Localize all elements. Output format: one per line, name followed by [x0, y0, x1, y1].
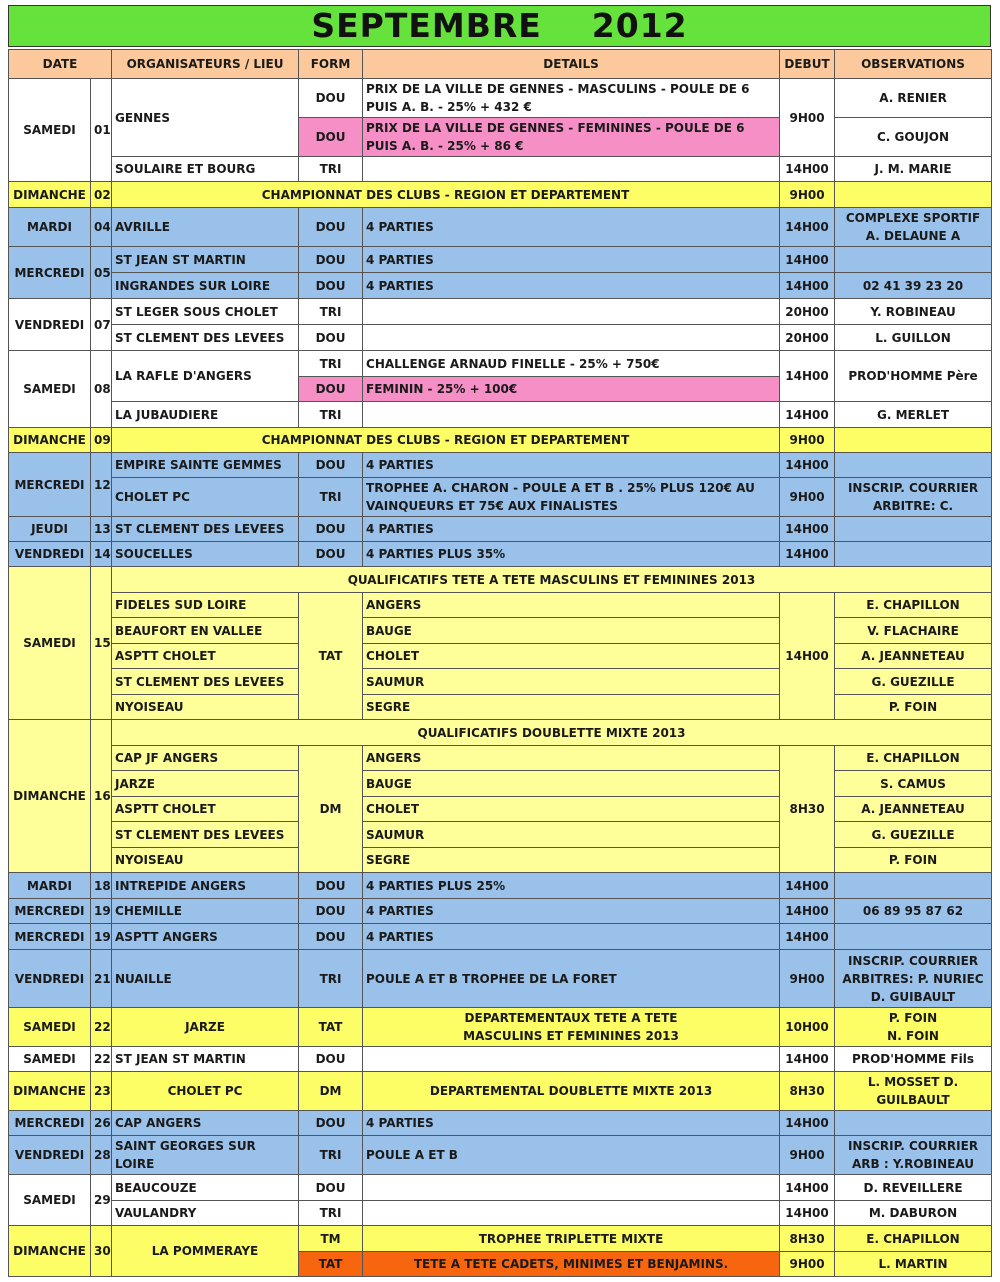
table-row	[9, 402, 992, 428]
day-cell: MERCREDI	[9, 1111, 91, 1136]
org-cell: ASPTT CHOLET	[112, 797, 299, 822]
form-cell: DOU	[299, 453, 363, 478]
day-cell: VENDREDI	[9, 950, 91, 1008]
day-cell: MERCREDI	[9, 924, 91, 950]
org-cell: GENNES	[112, 79, 299, 157]
details-cell	[363, 325, 780, 351]
obs-cell: P. FOIN N. FOIN	[835, 1008, 992, 1047]
debut-cell: 14H00	[780, 157, 835, 182]
table-row	[9, 79, 992, 118]
day-cell: VENDREDI	[9, 542, 91, 567]
debut-cell: 8H30	[780, 746, 835, 873]
debut-cell: 9H00	[780, 1252, 835, 1277]
form-cell: TRI	[299, 351, 363, 377]
form-cell: DOU	[299, 1111, 363, 1136]
obs-cell: INSCRIP. COURRIER ARBITRES: P. NURIEC D. GUIBAULT	[835, 950, 992, 1008]
details-cell: 4 PARTIES	[363, 453, 780, 478]
day-cell: DIMANCHE	[9, 182, 91, 208]
debut-cell: 14H00	[780, 402, 835, 428]
obs-cell: M. DABURON	[835, 1201, 992, 1226]
obs-cell: G. GUEZILLE	[835, 822, 992, 848]
form-cell: DOU	[299, 542, 363, 567]
debut-cell: 14H00	[780, 1047, 835, 1072]
obs-cell: PROD'HOMME Père	[835, 351, 992, 402]
debut-cell: 8H30	[780, 1226, 835, 1252]
table-row	[9, 1111, 992, 1136]
obs-cell: PROD'HOMME Fils	[835, 1047, 992, 1072]
details-cell: DEPARTEMENTAL DOUBLETTE MIXTE 2013	[363, 1072, 780, 1111]
obs-cell: P. FOIN	[835, 848, 992, 873]
org-cell: LA JUBAUDIERE	[112, 402, 299, 428]
header-debut: DEBUT	[780, 50, 835, 79]
details-cell: TROPHEE A. CHARON - POULE A ET B . 25% PLUS 120€ AU VAINQUEURS ET 75€ AUX FINALISTES	[363, 478, 780, 517]
table-row	[9, 746, 992, 771]
form-cell: DOU	[299, 1175, 363, 1201]
table-row	[9, 517, 992, 542]
day-cell: MERCREDI	[9, 453, 91, 517]
obs-cell: L. GUILLON	[835, 325, 992, 351]
org-cell: NYOISEAU	[112, 695, 299, 720]
details-cell: 4 PARTIES	[363, 273, 780, 299]
table-row	[9, 157, 992, 182]
day-number: 16	[91, 720, 112, 873]
day-cell: SAMEDI	[9, 351, 91, 428]
org-cell: CHOLET PC	[112, 1072, 299, 1111]
details-cell	[363, 1201, 780, 1226]
details-cell: TETE A TETE CADETS, MINIMES ET BENJAMINS.	[363, 1252, 780, 1277]
day-number: 22	[91, 1047, 112, 1072]
org-cell: ST CLEMENT DES LEVEES	[112, 822, 299, 848]
details-cell: FEMININ - 25% + 100€	[363, 377, 780, 402]
obs-cell	[835, 453, 992, 478]
details-cell	[363, 402, 780, 428]
day-number: 09	[91, 428, 112, 453]
day-cell: DIMANCHE	[9, 428, 91, 453]
org-cell: JARZE	[112, 1008, 299, 1047]
form-cell: TRI	[299, 1136, 363, 1175]
header-row	[9, 50, 992, 79]
obs-cell: J. M. MARIE	[835, 157, 992, 182]
org-cell: CHEMILLE	[112, 899, 299, 924]
table-row	[9, 351, 992, 377]
form-cell: DOU	[299, 247, 363, 273]
details-cell: SAUMUR	[363, 822, 780, 848]
table-row	[9, 182, 992, 208]
form-cell: TRI	[299, 478, 363, 517]
table-row	[9, 299, 992, 325]
table-row	[9, 593, 992, 618]
obs-cell: A. JEANNETEAU	[835, 797, 992, 822]
obs-cell: E. CHAPILLON	[835, 1226, 992, 1252]
form-cell: DOU	[299, 517, 363, 542]
debut-cell: 14H00	[780, 273, 835, 299]
form-cell: DOU	[299, 208, 363, 247]
table-row	[9, 695, 992, 720]
org-cell: INTREPIDE ANGERS	[112, 873, 299, 899]
header-observations: OBSERVATIONS	[835, 50, 992, 79]
details-cell: CHAMPIONNAT DES CLUBS - REGION ET DEPARTEMENT	[112, 428, 780, 453]
form-cell: DOU	[299, 924, 363, 950]
obs-cell: P. FOIN	[835, 695, 992, 720]
form-cell: DOU	[299, 377, 363, 402]
obs-cell	[835, 517, 992, 542]
day-cell: MARDI	[9, 873, 91, 899]
details-cell: 4 PARTIES	[363, 899, 780, 924]
form-cell: TRI	[299, 1201, 363, 1226]
org-cell: LA RAFLE D'ANGERS	[112, 351, 299, 402]
header-form: FORM	[299, 50, 363, 79]
table-row	[9, 848, 992, 873]
debut-cell: 14H00	[780, 593, 835, 720]
debut-cell: 20H00	[780, 325, 835, 351]
details-cell: POULE A ET B	[363, 1136, 780, 1175]
day-cell: SAMEDI	[9, 567, 91, 720]
debut-cell: 14H00	[780, 1201, 835, 1226]
header-date: DATE	[9, 50, 112, 79]
obs-cell: L. MOSSET D. GUILBAULT	[835, 1072, 992, 1111]
org-cell: SOULAIRE ET BOURG	[112, 157, 299, 182]
org-cell: ST CLEMENT DES LEVEES	[112, 669, 299, 695]
obs-cell	[835, 1111, 992, 1136]
table-row	[9, 247, 992, 273]
title-year: 2012	[591, 6, 688, 45]
org-cell: BEAUFORT EN VALLEE	[112, 618, 299, 644]
org-cell: ST LEGER SOUS CHOLET	[112, 299, 299, 325]
details-cell: 4 PARTIES	[363, 924, 780, 950]
table-row	[9, 1047, 992, 1072]
org-cell: SOUCELLES	[112, 542, 299, 567]
table-row	[9, 618, 992, 644]
details-cell: ANGERS	[363, 746, 780, 771]
debut-cell: 14H00	[780, 899, 835, 924]
table-row	[9, 1136, 992, 1175]
form-cell: DOU	[299, 899, 363, 924]
debut-cell: 14H00	[780, 247, 835, 273]
form-cell: DOU	[299, 273, 363, 299]
table-row	[9, 720, 992, 746]
obs-cell: C. GOUJON	[835, 118, 992, 157]
obs-cell: S. CAMUS	[835, 771, 992, 797]
day-cell: DIMANCHE	[9, 720, 91, 873]
debut-cell: 8H30	[780, 1072, 835, 1111]
details-cell: SAUMUR	[363, 669, 780, 695]
debut-cell: 14H00	[780, 453, 835, 478]
day-cell: SAMEDI	[9, 1047, 91, 1072]
table-row	[9, 1226, 992, 1252]
debut-cell: 9H00	[780, 1136, 835, 1175]
org-cell: NUAILLE	[112, 950, 299, 1008]
obs-cell: 06 89 95 87 62	[835, 899, 992, 924]
day-cell: VENDREDI	[9, 299, 91, 351]
day-cell: VENDREDI	[9, 1136, 91, 1175]
form-cell: TRI	[299, 402, 363, 428]
details-cell: 4 PARTIES	[363, 1111, 780, 1136]
day-number: 22	[91, 1008, 112, 1047]
details-cell: SEGRE	[363, 848, 780, 873]
table-row	[9, 644, 992, 669]
form-cell: DM	[299, 1072, 363, 1111]
debut-cell: 14H00	[780, 1175, 835, 1201]
day-number: 18	[91, 873, 112, 899]
table-row	[9, 453, 992, 478]
obs-cell: A. JEANNETEAU	[835, 644, 992, 669]
form-cell: DOU	[299, 79, 363, 118]
form-cell: DM	[299, 746, 363, 873]
table-row	[9, 797, 992, 822]
title-month: SEPTEMBRE	[311, 6, 542, 45]
obs-cell: E. CHAPILLON	[835, 593, 992, 618]
debut-cell: 14H00	[780, 873, 835, 899]
table-row	[9, 771, 992, 797]
header-organisateurs: ORGANISATEURS / LIEU	[112, 50, 299, 79]
form-cell: TRI	[299, 299, 363, 325]
day-number: 30	[91, 1226, 112, 1277]
day-cell: SAMEDI	[9, 79, 91, 182]
obs-cell	[835, 873, 992, 899]
details-cell: 4 PARTIES	[363, 208, 780, 247]
org-cell: VAULANDRY	[112, 1201, 299, 1226]
obs-cell	[835, 542, 992, 567]
details-cell: 4 PARTIES	[363, 517, 780, 542]
section-banner: QUALIFICATIFS TETE A TETE MASCULINS ET FEMININES 2013	[112, 567, 992, 593]
obs-cell: D. REVEILLERE	[835, 1175, 992, 1201]
table-row	[9, 669, 992, 695]
obs-cell: 02 41 39 23 20	[835, 273, 992, 299]
org-cell: ST CLEMENT DES LEVEES	[112, 517, 299, 542]
day-number: 19	[91, 924, 112, 950]
header-details: DETAILS	[363, 50, 780, 79]
form-cell: DOU	[299, 325, 363, 351]
debut-cell: 14H00	[780, 1111, 835, 1136]
obs-cell: G. GUEZILLE	[835, 669, 992, 695]
table-row	[9, 899, 992, 924]
day-number: 02	[91, 182, 112, 208]
details-cell: 4 PARTIES PLUS 25%	[363, 873, 780, 899]
details-cell: PRIX DE LA VILLE DE GENNES - MASCULINS - POULE DE 6 PUIS A. B. - 25% + 432 €	[363, 79, 780, 118]
day-number: 04	[91, 208, 112, 247]
details-cell: CHALLENGE ARNAUD FINELLE - 25% + 750€	[363, 351, 780, 377]
details-cell	[363, 1175, 780, 1201]
org-cell: ASPTT CHOLET	[112, 644, 299, 669]
org-cell: ASPTT ANGERS	[112, 924, 299, 950]
org-cell: INGRANDES SUR LOIRE	[112, 273, 299, 299]
day-cell: DIMANCHE	[9, 1226, 91, 1277]
debut-cell: 10H00	[780, 1008, 835, 1047]
schedule-table	[8, 49, 992, 1277]
table-row	[9, 1175, 992, 1201]
day-number: 26	[91, 1111, 112, 1136]
obs-cell	[835, 428, 992, 453]
section-banner: QUALIFICATIFS DOUBLETTE MIXTE 2013	[112, 720, 992, 746]
debut-cell: 20H00	[780, 299, 835, 325]
table-row	[9, 325, 992, 351]
form-cell: TAT	[299, 1252, 363, 1277]
table-row	[9, 542, 992, 567]
day-number: 14	[91, 542, 112, 567]
table-row	[9, 1008, 992, 1047]
details-cell: BAUGE	[363, 618, 780, 644]
table-row	[9, 822, 992, 848]
form-cell: TM	[299, 1226, 363, 1252]
form-cell: TRI	[299, 157, 363, 182]
debut-cell: 9H00	[780, 950, 835, 1008]
day-cell: SAMEDI	[9, 1008, 91, 1047]
page-title	[8, 5, 991, 47]
obs-cell: E. CHAPILLON	[835, 746, 992, 771]
debut-cell: 14H00	[780, 208, 835, 247]
org-cell: FIDELES SUD LOIRE	[112, 593, 299, 618]
day-cell: DIMANCHE	[9, 1072, 91, 1111]
day-number: 28	[91, 1136, 112, 1175]
form-cell: DOU	[299, 118, 363, 157]
details-cell: SEGRE	[363, 695, 780, 720]
org-cell: NYOISEAU	[112, 848, 299, 873]
obs-cell: A. RENIER	[835, 79, 992, 118]
form-cell: DOU	[299, 873, 363, 899]
details-cell: BAUGE	[363, 771, 780, 797]
day-cell: MERCREDI	[9, 247, 91, 299]
day-cell: MERCREDI	[9, 899, 91, 924]
org-cell: LA POMMERAYE	[112, 1226, 299, 1277]
org-cell: CAP JF ANGERS	[112, 746, 299, 771]
day-number: 21	[91, 950, 112, 1008]
org-cell: JARZE	[112, 771, 299, 797]
obs-cell: INSCRIP. COURRIER ARB : Y.ROBINEAU	[835, 1136, 992, 1175]
day-number: 13	[91, 517, 112, 542]
debut-cell: 14H00	[780, 924, 835, 950]
org-cell: AVRILLE	[112, 208, 299, 247]
org-cell: SAINT GEORGES SUR LOIRE	[112, 1136, 299, 1175]
obs-cell	[835, 924, 992, 950]
table-row	[9, 950, 992, 1008]
details-cell: CHOLET	[363, 797, 780, 822]
details-cell: CHAMPIONNAT DES CLUBS - REGION ET DEPARTEMENT	[112, 182, 780, 208]
form-cell: TAT	[299, 593, 363, 720]
debut-cell: 9H00	[780, 478, 835, 517]
details-cell: POULE A ET B TROPHEE DE LA FORET	[363, 950, 780, 1008]
table-row	[9, 567, 992, 593]
obs-cell: Y. ROBINEAU	[835, 299, 992, 325]
details-cell	[363, 299, 780, 325]
debut-cell: 14H00	[780, 542, 835, 567]
day-number: 23	[91, 1072, 112, 1111]
org-cell: ST CLEMENT DES LEVEES	[112, 325, 299, 351]
table-row	[9, 478, 992, 517]
details-cell: DEPARTEMENTAUX TETE A TETE MASCULINS ET FEMININES 2013	[363, 1008, 780, 1047]
details-cell	[363, 157, 780, 182]
debut-cell: 14H00	[780, 351, 835, 402]
day-number: 19	[91, 899, 112, 924]
day-number: 08	[91, 351, 112, 428]
day-number: 05	[91, 247, 112, 299]
org-cell: EMPIRE SAINTE GEMMES	[112, 453, 299, 478]
form-cell: DOU	[299, 1047, 363, 1072]
obs-cell	[835, 247, 992, 273]
day-cell: SAMEDI	[9, 1175, 91, 1226]
org-cell: ST JEAN ST MARTIN	[112, 247, 299, 273]
obs-cell: L. MARTIN	[835, 1252, 992, 1277]
obs-cell: V. FLACHAIRE	[835, 618, 992, 644]
obs-cell: COMPLEXE SPORTIF A. DELAUNE A	[835, 208, 992, 247]
table-row	[9, 1201, 992, 1226]
details-cell: 4 PARTIES	[363, 247, 780, 273]
table-row	[9, 873, 992, 899]
form-cell: TRI	[299, 950, 363, 1008]
org-cell: ST JEAN ST MARTIN	[112, 1047, 299, 1072]
debut-cell: 14H00	[780, 517, 835, 542]
obs-cell: G. MERLET	[835, 402, 992, 428]
debut-cell: 9H00	[780, 79, 835, 157]
org-cell: BEAUCOUZE	[112, 1175, 299, 1201]
day-number: 12	[91, 453, 112, 517]
obs-cell	[835, 182, 992, 208]
table-row	[9, 924, 992, 950]
table-row	[9, 208, 992, 247]
org-cell: CHOLET PC	[112, 478, 299, 517]
details-cell: ANGERS	[363, 593, 780, 618]
org-cell: CAP ANGERS	[112, 1111, 299, 1136]
day-number: 07	[91, 299, 112, 351]
details-cell: CHOLET	[363, 644, 780, 669]
day-cell: JEUDI	[9, 517, 91, 542]
details-cell: PRIX DE LA VILLE DE GENNES - FEMININES - POULE DE 6 PUIS A. B. - 25% + 86 €	[363, 118, 780, 157]
day-number: 01	[91, 79, 112, 182]
table-row	[9, 428, 992, 453]
details-cell: 4 PARTIES PLUS 35%	[363, 542, 780, 567]
table-row	[9, 273, 992, 299]
debut-cell: 9H00	[780, 428, 835, 453]
day-number: 29	[91, 1175, 112, 1226]
form-cell: TAT	[299, 1008, 363, 1047]
obs-cell: INSCRIP. COURRIER ARBITRE: C.	[835, 478, 992, 517]
day-cell: MARDI	[9, 208, 91, 247]
table-row	[9, 1072, 992, 1111]
details-cell	[363, 1047, 780, 1072]
details-cell: TROPHEE TRIPLETTE MIXTE	[363, 1226, 780, 1252]
debut-cell: 9H00	[780, 182, 835, 208]
day-number: 15	[91, 567, 112, 720]
